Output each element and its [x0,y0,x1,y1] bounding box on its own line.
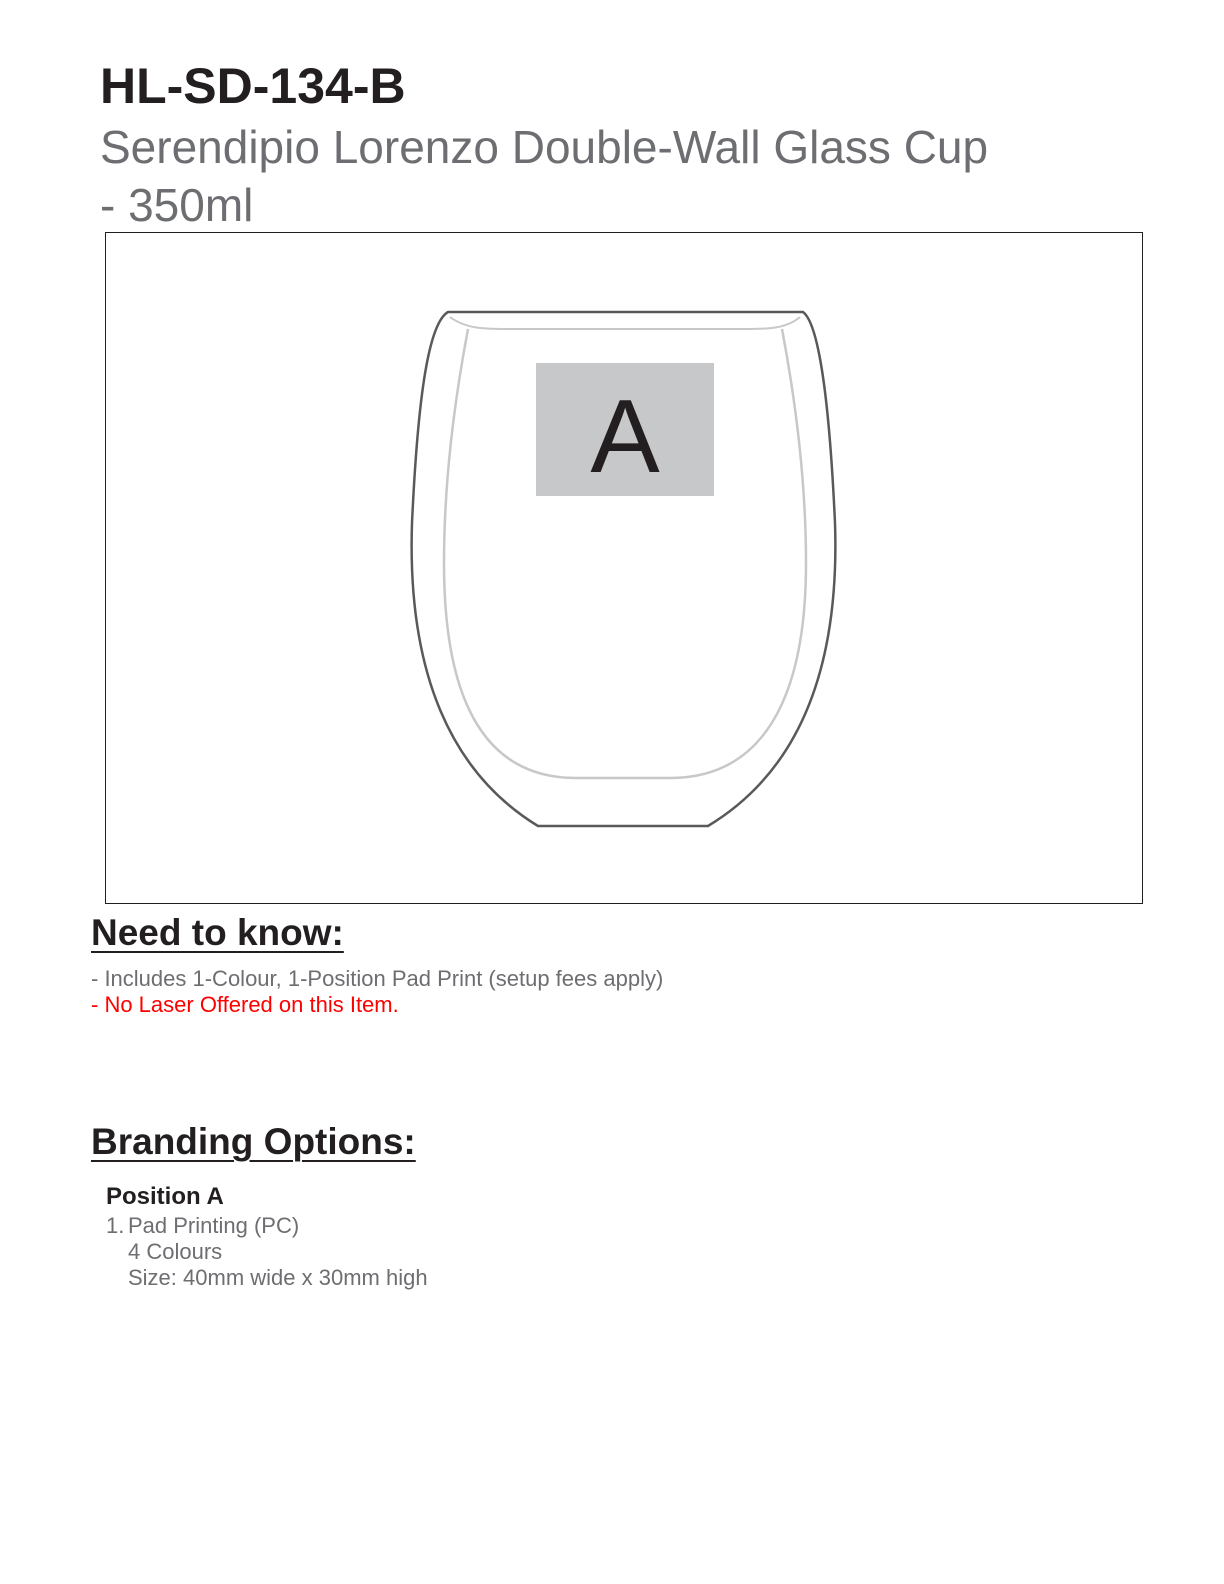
note-item-warning: - No Laser Offered on this Item. [91,992,399,1017]
need-to-know-heading: Need to know: [91,912,344,953]
need-to-know-list [91,966,663,1018]
option-colours: 4 Colours [128,1239,223,1264]
product-illustration-frame [105,232,1143,904]
product-code: HL-SD-134-B [100,58,406,114]
glass-cup-drawing [106,233,1144,905]
option-method: Pad Printing (PC) [128,1213,300,1238]
product-title: Serendipio Lorenzo Double-Wall Glass Cup - 350ml [100,121,989,231]
note-item: - Includes 1-Colour, 1-Position Pad Print (setup fees apply) [91,966,664,991]
option-size: Size: 40mm wide x 30mm high [128,1265,428,1290]
position-title: Position A [106,1183,224,1210]
option-number: 1. [106,1213,125,1238]
print-area-label: A [590,379,660,495]
branding-options-heading: Branding Options: [91,1121,416,1162]
branding-option [106,1213,428,1291]
